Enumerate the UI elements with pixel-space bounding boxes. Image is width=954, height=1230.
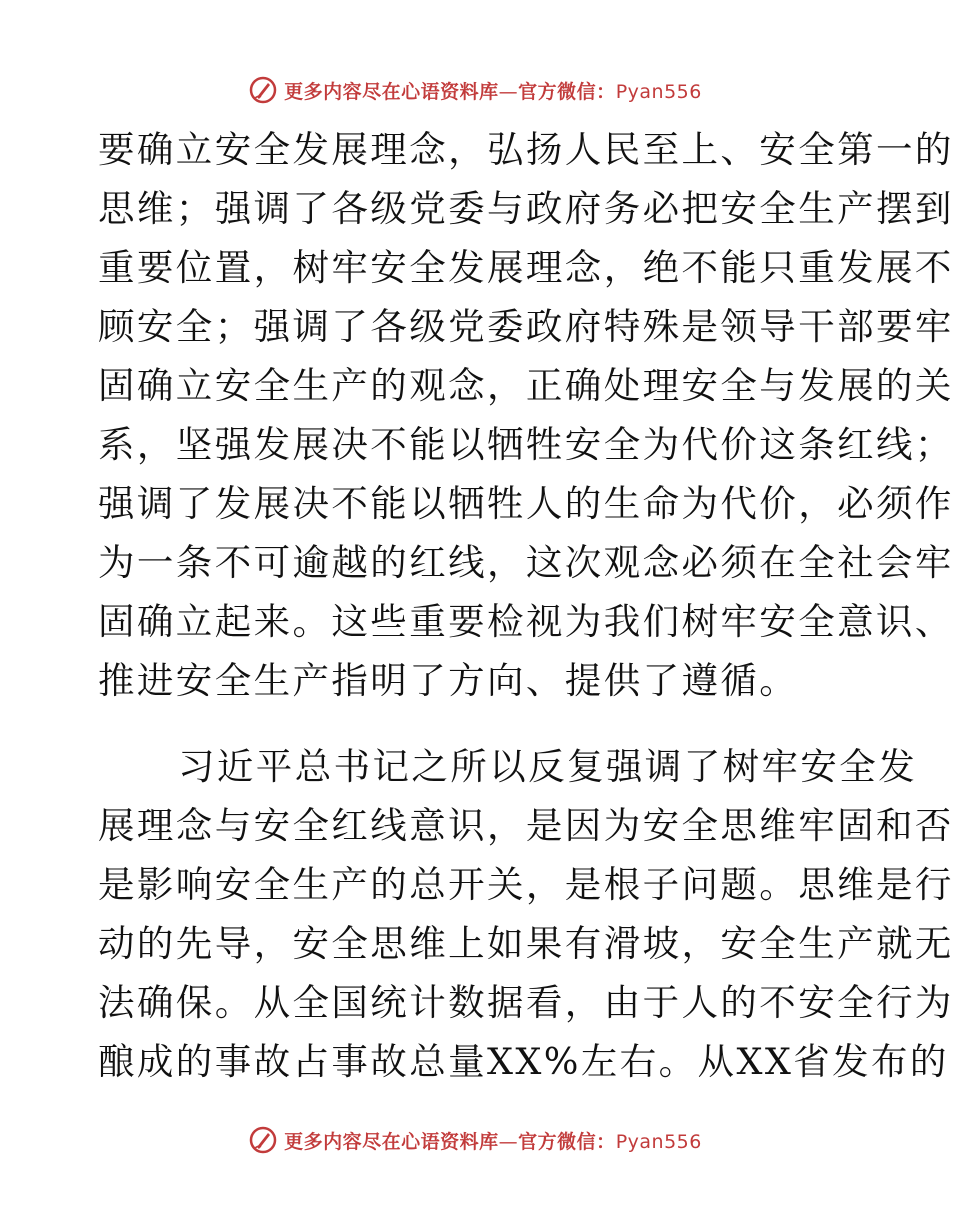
footer-wechat-label: 官方微信： <box>518 1130 616 1153</box>
footer-separator: — <box>498 1130 519 1153</box>
text-line: 强调了发展决不能以牺牲人的生命为代价，必须作 <box>98 482 954 525</box>
text-line: 系，坚强发展决不能以牺牲安全为代价这条红线； <box>98 423 954 466</box>
footer-banner-text <box>284 1127 702 1154</box>
header-banner-text <box>284 77 702 104</box>
header-wechat-id: Pyan556 <box>615 80 702 103</box>
text-line: 是影响安全生产的总开关，是根子问题。思维是行 <box>98 863 954 906</box>
footer-site-name: 更多内容尽在心语资料库 <box>284 1130 499 1153</box>
document-body <box>98 120 954 1091</box>
quill-logo-icon <box>248 1125 278 1155</box>
header-banner <box>0 70 950 110</box>
quill-logo-icon <box>248 75 278 105</box>
text-line: 法确保。从全国统计数据看，由于人的不安全行为 <box>98 981 954 1024</box>
text-line: 顾安全；强调了各级党委政府特殊是领导干部要牢 <box>98 305 954 348</box>
footer-wechat-id: Pyan556 <box>615 1130 702 1153</box>
header-site-name: 更多内容尽在心语资料库 <box>284 80 499 103</box>
text-line: 要确立安全发展理念，弘扬人民至上、安全第一的 <box>98 128 954 171</box>
paragraph-gap <box>98 710 853 737</box>
paragraph-1 <box>98 120 954 710</box>
text-line: 固确立安全生产的观念，正确处理安全与发展的关 <box>98 364 954 407</box>
text-line: 思维；强调了各级党委与政府务必把安全生产摆到 <box>98 187 954 230</box>
text-line: 为一条不可逾越的红线，这次观念必须在全社会牢 <box>98 541 954 584</box>
text-line: 推进安全生产指明了方向、提供了遵循。 <box>98 659 799 702</box>
text-line: 固确立起来。这些重要检视为我们树牢安全意识、 <box>98 600 954 643</box>
paragraph-2 <box>98 737 954 1091</box>
text-line: 重要位置，树牢安全发展理念，绝不能只重发展不 <box>98 246 954 289</box>
text-line-indented: 习近平总书记之所以反复强调了树牢安全发 <box>178 745 918 788</box>
text-line: 酿成的事故占事故总量XX%左右。从XX省发布的 <box>98 1040 949 1083</box>
text-line: 展理念与安全红线意识，是因为安全思维牢固和否 <box>98 804 954 847</box>
footer-banner <box>0 1120 950 1160</box>
header-wechat-label: 官方微信： <box>518 80 616 103</box>
header-separator: — <box>498 80 519 103</box>
text-line: 动的先导，安全思维上如果有滑坡，安全生产就无 <box>98 922 954 965</box>
